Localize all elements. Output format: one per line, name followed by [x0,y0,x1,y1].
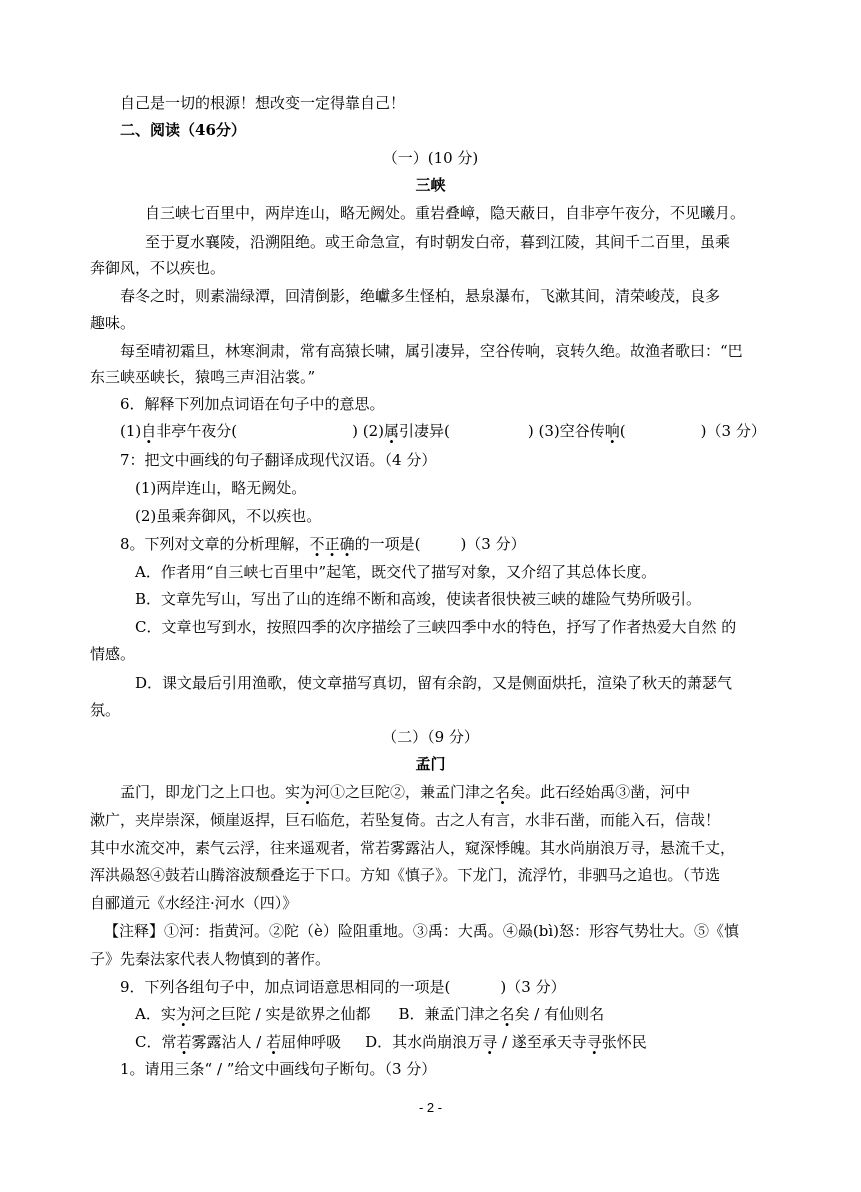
passage2-line: 其中水流交冲，素气云浮，往来遥观者，常若雾露沾人，窥深悸魄。其水尚崩浪万寻，悬流千丈， [90,839,736,857]
intro-line: 自己是一切的根源！想改变一定得靠自己！ [120,94,406,112]
question-8-option-a: A．作者用“自三峡七百里中”起笔，既交代了描写对象，又介绍了其总体长度。 [135,563,657,581]
annotation-note: 子》先秦法家代表人物慎到的著作。 [90,950,331,968]
question-6-items: (1)自非亭午夜分( ) (2)属引凄异( ) (3)空谷传响( )（3 分） [120,422,766,440]
passage2-line: 漱广，夹岸崇深，倾崖返捍，巨石临危，若坠复倚。古之人有言，水非石凿，而能入石，信哉！ [90,811,721,829]
question-6-stem: 6．解释下列加点词语在句子中的意思。 [120,395,385,413]
question-8-option-d: D．课文最后引用渔歌，使文章描写真切，留有余韵，又是侧面烘托，渲染了秋天的萧瑟气 [135,674,733,692]
passage1-line: 每至晴初霜旦，林寒涧肃，常有高猿长啸，属引凄异，空谷传响，哀转久绝。故渔者歌曰：“巴 [120,342,743,360]
passage2-line: 自郦道元《水经注·河水（四）》 [90,894,298,912]
question-8-option-b: B．文章先写山，写出了山的连绵不断和高竣，使读者很快被三峡的雄险气势所吸引。 [135,590,702,608]
question-7-stem: 7：把文中画线的句子翻译成现代汉语。（4 分） [120,451,437,469]
question-8-option-c: C．文章也写到水，按照四季的次序描绘了三峡四季中水的特色，抒写了作者热爱大自然 的 [135,618,737,636]
question-7-sentence: (1)两岸连山，略无阙处。 [135,479,307,497]
question-8-stem: 8。下列对文章的分析理解，不正确的一项是( )（3 分） [120,535,526,553]
passage1-line: 至于夏水襄陵，沿溯阻绝。或王命急宣，有时朝发白帝，暮到江陵，其间千二百里，虽乘 [145,233,731,251]
question-7-sentence: (2)虽乘奔御风，不以疾也。 [135,507,322,525]
passage1-line: 东三峡巫峡长，猿鸣三声泪沾裳。” [90,368,316,386]
passage1-line: 趣味。 [90,314,136,332]
passage1-line: 春冬之时，则素湍绿潭，回清倒影，绝巘多生怪柏，悬泉瀑布，飞漱其间，清荣峻茂，良多 [120,287,721,305]
question-9-stem: 9．下列各组句子中，加点词语意思相同的一项是( )（3 分） [120,978,566,996]
passage1-line: 奔御风，不以疾也。 [90,259,226,277]
section-heading: 二、阅读（46分） [120,121,246,139]
annotation-note: 【注释】①河：指黄河。②陀（è）险阻重地。③禹：大禹。④赑(bì)怒：形容气势壮大。⑤《慎 [104,922,739,940]
question-8-option-d: 氛。 [90,701,121,719]
question-9-options-ab: A．实为河之巨陀 / 实是欲界之仙都 B．兼孟门津之名矣 / 有仙则名 [135,1005,605,1023]
page-number: - 2 - [418,1100,443,1115]
question-8-option-c: 情感。 [90,645,136,663]
passage2-line: 浑洪赑怒④鼓若山腾溶波颓叠迄于下口。方知《慎子》。下龙门，流浮竹，非驷马之追也。（节选 [90,866,721,884]
question-9-options-cd: C．常若雾露沾人 / 若屈伸呼吸 D．其水尚崩浪万寻 / 遂至承天寺寻张怀民 [135,1033,647,1051]
part2-heading: （二）（9 分） [382,728,479,746]
question-10-stem: 1。请用三条“ / ”给文中画线句子断句。（3 分） [120,1060,437,1078]
part2-title: 孟门 [415,755,446,773]
passage1-line: 自三峡七百里中，两岸连山，略无阙处。重岩叠嶂，隐天蔽日，自非亭午夜分，不见曦月。 [145,204,746,222]
part1-heading: （一）(10 分) [382,149,479,167]
passage2-line: 孟门，即龙门之上口也。实为河①之巨陀②，兼孟门津之名矣。此石经始禹③凿，河中 [120,783,691,801]
part1-title: 三峡 [415,176,446,194]
